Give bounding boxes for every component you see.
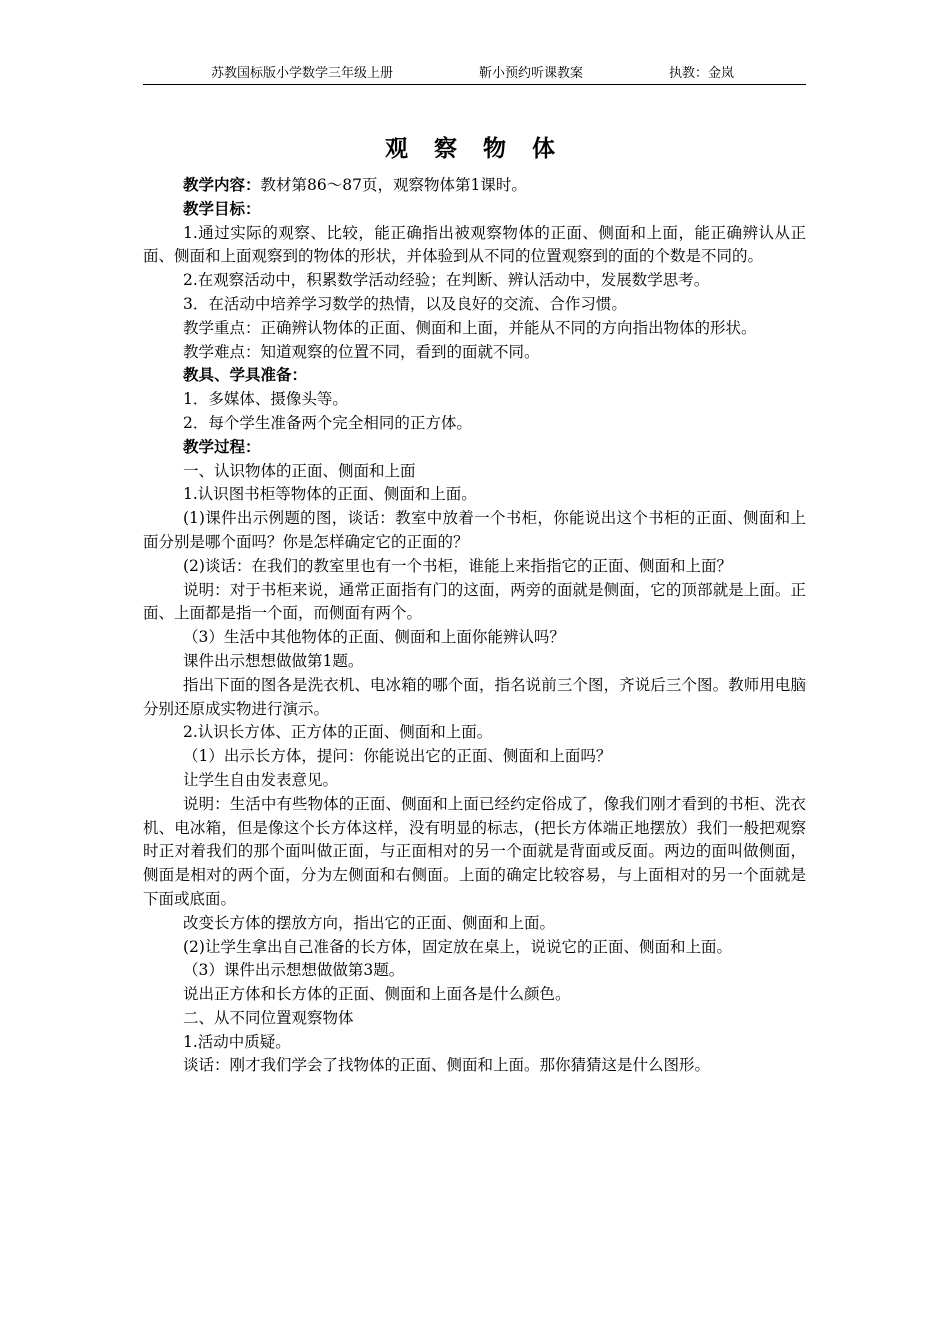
step-1-1: (1)课件出示例题的图，谈话：教室中放着一个书柜，你能说出这个书柜的正面、侧面和上面分别是哪个面吗？你是怎样确定它的正面的？ (143, 509, 806, 551)
step-1-3: （3）生活中其他物体的正面、侧面和上面你能辨认吗？ (183, 628, 565, 647)
explanation-bookcase: 说明：对于书柜来说，通常正面指有门的这面，两旁的面就是侧面，它的顶部就是上面。正面、上面都是指一个面，而侧面有两个。 (143, 580, 806, 623)
goal-1: 1.通过实际的观察、比较，能正确指出被观察物体的正面、侧面和上面，能正确辨认从正面、侧面和上面观察到的物体的形状，并体验到从不同的位置观察到的面的个数是不同的。 (143, 223, 806, 266)
step-1-2: (2)谈话：在我们的教室里也有一个书柜，谁能上来指指它的正面、侧面和上面？ (183, 556, 732, 575)
student-discussion: 让学生自由发表意见。 (183, 770, 339, 789)
process-label: 教学过程： (183, 437, 261, 456)
header-lesson-type: 靳小预约听课教案 (479, 66, 584, 81)
step-2: 2.认识长方体、正方体的正面、侧面和上面。 (183, 723, 493, 742)
materials-heading (143, 364, 806, 388)
teaching-content (143, 174, 806, 198)
teaching-difficulty: 教学难点：知道观察的位置不同，看到的面就不同。 (183, 342, 540, 361)
page-header (143, 64, 806, 85)
teaching-focus: 教学重点：正确辨认物体的正面、侧面和上面，并能从不同的方向指出物体的形状。 (183, 318, 757, 337)
change-orientation: 改变长方体的摆放方向，指出它的正面、侧面和上面。 (183, 913, 556, 932)
teaching-content-text: 教材第86～87页，观察物体第1课时。 (260, 176, 527, 194)
goal-3: 3．在活动中培养学习数学的热情，以及良好的交流、合作习惯。 (183, 294, 627, 313)
section-2-heading: 二、从不同位置观察物体 (183, 1008, 354, 1027)
step-1: 1.认识图书柜等物体的正面、侧面和上面。 (183, 485, 477, 504)
teaching-goals-label: 教学目标： (183, 199, 261, 218)
step-2-1: （1）出示长方体，提问：你能说出它的正面、侧面和上面吗？ (183, 747, 612, 766)
explanation-cuboid: 说明：生活中有些物体的正面、侧面和上面已经约定俗成了，像我们刚才看到的书柜、洗衣机、电冰箱，但是像这个长方体这样，没有明显的标志，(把长方体端正地摆放）我们一般把观察时正对着我们的那个面叫做正面，与正面相对的另一个面就是背面或反面。两边的面叫做侧面，侧面是相对的两个面，分为左侧面和右侧面。上面的确定比较容易，与上面相对的另一个面就是下面或底面。 (143, 794, 806, 908)
guess-shape: 谈话：刚才我们学会了找物体的正面、侧面和上面。那你猜猜这是什么图形。 (183, 1056, 711, 1075)
colors-question: 说出正方体和长方体的正面、侧面和上面各是什么颜色。 (183, 985, 571, 1004)
document-body (143, 174, 806, 1078)
header-teacher: 执教：金岚 (669, 66, 735, 81)
material-1: 1．多媒体、摄像头等。 (183, 390, 348, 409)
header-book-title: 苏教国标版小学数学三年级上册 (211, 66, 394, 81)
material-2: 2．每个学生准备两个完全相同的正方体。 (183, 413, 472, 432)
teaching-goals-heading (143, 198, 806, 222)
activity-question: 1.活动中质疑。 (183, 1032, 291, 1051)
goal-2: 2.在观察活动中，积累数学活动经验；在判断、辨认活动中，发展数学思考。 (183, 271, 710, 290)
document-title: 观 察 物 体 (384, 135, 565, 162)
section-1-heading: 一、认识物体的正面、侧面和上面 (183, 461, 416, 480)
step-2-3: （3）课件出示想想做做第3题。 (183, 961, 405, 980)
materials-label: 教具、学具准备： (183, 366, 308, 385)
exercise-1-detail: 指出下面的图各是洗衣机、电冰箱的哪个面，指名说前三个图，齐说后三个图。教师用电脑分别还原成实物进行演示。 (143, 675, 806, 718)
step-2-2: (2)让学生拿出自己准备的长方体，固定放在桌上，说说它的正面、侧面和上面。 (183, 937, 732, 956)
exercise-1: 课件出示想想做做第1题。 (183, 651, 364, 670)
process-heading (143, 436, 806, 460)
teaching-content-label: 教学内容： (183, 176, 261, 194)
